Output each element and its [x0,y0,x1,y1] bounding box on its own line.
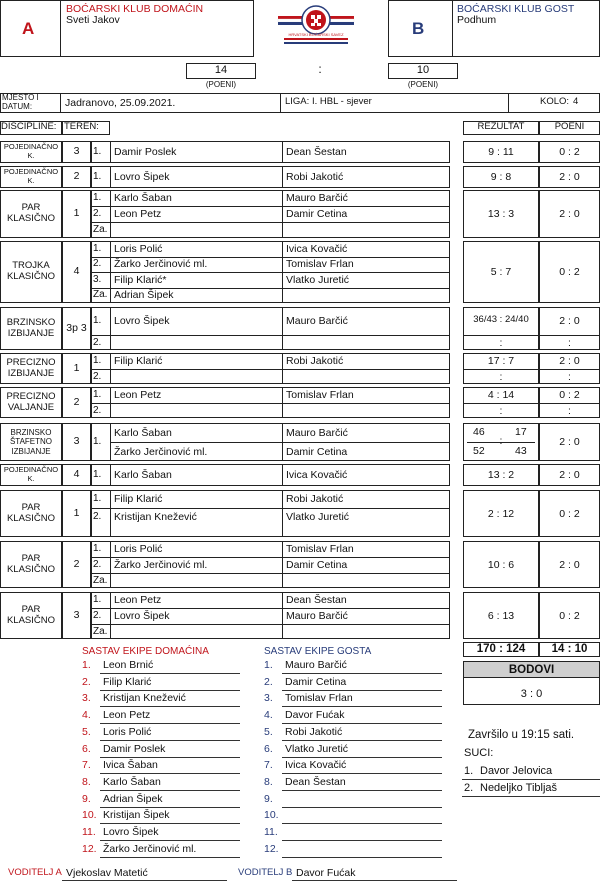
away-player: Vlatko Juretić [286,511,350,523]
home-player: Lovro Šipek [114,610,170,622]
home-roster-player: Ivica Šaban [103,759,158,772]
home-player: Adrian Šipek [114,289,174,302]
match-result: 17 : 7 [487,355,515,367]
away-team-name: Podhum [457,14,497,26]
home-roster-number: 2. [82,675,91,688]
court-value: 1 [73,361,80,374]
match-result: 13 : 3 [487,208,515,220]
home-roster-player: Žarko Jerčinović ml. [103,842,197,855]
home-roster-player: Leon Petz [103,709,151,722]
home-player: Filip Klarić* [114,273,167,286]
home-roster-player: Leon Brnić [103,659,154,671]
home-roster-number: 6. [82,742,91,755]
away-player: Dean Šestan [286,146,347,158]
match-points: : [568,336,571,349]
away-roster-number: 1. [264,659,273,671]
match-points: 2 : 0 [559,208,580,220]
home-points-label: (POENI) [205,80,237,89]
row-divider [91,573,450,574]
player-number: 2. [93,559,102,570]
home-roster-number: 3. [82,692,91,705]
home-leader-label: VODITELJ A [8,867,62,878]
away-player: Damir Cetina [286,559,348,571]
home-player: Filip Klarić [114,355,163,367]
points-separator: : [318,62,322,76]
home-roster-player: Karlo Šaban [103,775,161,788]
away-roster-player: Davor Fućak [285,709,345,722]
match-result: 6 : 13 [487,609,515,622]
away-roster-number: 10. [264,809,279,822]
match-points: : [568,370,571,383]
away-roster-player: Ivica Kovačić [285,759,347,772]
court-value: 2 [73,395,80,408]
player-number: 1. [93,389,102,400]
home-roster-number: 11. [82,826,96,838]
row-divider [91,206,450,207]
home-player: Leon Petz [114,389,162,401]
players-divider [282,141,283,163]
judges-label: SUCI: [464,747,494,759]
player-number: Za. [93,574,108,586]
row-divider [91,369,450,370]
away-roster-player: Mauro Barčić [285,659,347,671]
away-label: BOĆARSKI KLUB GOST [457,3,575,15]
home-player: Kristijan Knežević [114,511,197,523]
league-value: I. HBL - sjever [312,96,372,107]
players-divider [282,490,283,537]
away-player: Tomislav Frlan [286,258,354,271]
discipline-label: BRZINSKO ŠTAFETNO IZBIJANJE [9,428,53,456]
logo-caption: HRVATSKI BOĆARSKI SAVEZ [288,32,344,37]
discipline-label: PAR KLASIČNO [6,552,56,575]
match-points: 0 : 2 [559,609,580,622]
court-value: 4 [73,265,80,278]
judge-1: Davor Jelovica [480,765,553,777]
player-number: 1. [93,192,102,203]
away-roster-number: 12. [264,842,279,855]
players-divider [110,490,111,537]
player-number: 2. [93,370,102,382]
match-points: 0 : 2 [559,266,580,278]
away-player: Ivica Kovačić [286,242,348,255]
players-divider [282,166,283,188]
match-points: 2 : 0 [559,436,580,448]
match-points: 2 : 0 [559,469,580,481]
away-roster-player: Vlatko Juretić [285,742,349,755]
home-player: Loris Polić [114,543,163,555]
match-points: 2 : 0 [559,355,580,367]
home-player: Loris Polić [114,242,163,255]
home-roster-player: Kristijan Knežević [103,692,186,705]
round-label: KOLO: [540,96,570,107]
player-number: 3. [93,273,102,285]
player-number: Za. [93,625,108,637]
match-points: 2 : 0 [559,558,580,571]
player-number: 1. [93,242,102,254]
match-points: 2 : 0 [559,315,580,327]
away-player: Robi Jakotić [286,493,344,505]
court-value: 3 [73,145,80,158]
total-points: 14 : 10 [551,643,588,655]
home-player: Lovro Šipek [114,315,170,327]
match-points: 0 : 2 [559,507,580,520]
player-number: 1. [93,146,102,157]
away-leader-label: VODITELJ B [238,867,293,878]
home-roster-player: Lovro Šipek [103,826,159,838]
away-roster-title: SASTAV EKIPE GOSTA [264,646,372,657]
match-result: 13 : 2 [487,469,515,481]
row-divider [91,403,450,404]
finished-time: Završilo u 19:15 sati. [468,729,575,741]
court-value: 2 [73,170,80,183]
player-number: 1. [93,436,102,447]
bodovi-label: BODOVI [508,664,555,676]
home-roster-title: SASTAV EKIPE DOMAĆINA [82,646,209,657]
player-number: 2. [93,511,102,522]
player-number: 2. [93,208,102,219]
players-divider [282,592,283,639]
federation-logo [276,2,356,48]
home-roster-number: 4. [82,709,91,722]
home-player: Žarko Jerčinović ml. [114,258,208,271]
player-number: 2. [93,404,102,416]
player-number: 2. [93,610,102,621]
away-player: Dean Šestan [286,594,347,606]
discipline-label: POJEDINAČNO K. [3,465,59,483]
court-value: 1 [73,506,80,519]
home-player: Leon Petz [114,208,162,220]
away-player: Tomislav Frlan [286,389,354,401]
discipline-label: PAR KLASIČNO [6,501,56,524]
match-result: : [499,336,503,349]
players-divider [110,464,111,486]
home-letter: A [22,19,35,38]
player-number: 1. [93,171,102,182]
home-player: Karlo Šaban [114,469,172,481]
relay-result: 52 [473,445,485,457]
court-value: 1 [73,207,80,220]
away-points-label: (POENI) [407,80,439,89]
match-result: : [499,404,503,417]
away-player: Mauro Barčić [286,610,348,622]
judge-number-2: 2. [464,782,474,794]
home-player: Žarko Jerčinović ml. [114,559,208,571]
home-leader-value: Vjekoslav Matetić [66,867,148,879]
players-divider [110,141,111,163]
discipline-label: POJEDINAČNO K. [3,142,59,160]
players-divider [282,464,283,486]
away-roster-player: Dean Šestan [285,775,346,788]
match-result: 9 : 8 [490,171,512,183]
player-number: Za. [93,224,108,235]
home-player: Žarko Jerčinović ml. [114,445,208,458]
player-number: 2. [93,258,102,270]
total-result: 170 : 124 [476,643,526,655]
away-player: Robi Jakotić [286,171,344,183]
home-roster-player: Filip Klarić [103,675,152,688]
away-roster-player: Tomislav Frlan [285,692,353,705]
home-player: Damir Poslek [114,146,177,158]
discipline-label: PAR KLASIČNO [6,603,56,626]
home-roster-number: 7. [82,759,91,772]
match-result: : [499,370,503,383]
match-result: 2 : 12 [487,507,515,520]
home-player: Karlo Šaban [114,192,172,204]
away-roster-number: 6. [264,742,273,755]
player-number: 1. [93,594,102,605]
players-divider [110,592,111,639]
home-label: BOĆARSKI KLUB DOMAĆIN [66,3,204,15]
home-roster-player: Kristijan Šipek [103,809,170,822]
result-header-label: REZULTAT [477,121,525,132]
discipline-label: BRZINSKO IZBIJANJE [6,316,56,339]
player-number: 1. [93,543,102,554]
discipline-label: PRECIZNO IZBIJANJE [6,356,56,379]
players-divider [110,307,111,350]
home-player: Karlo Šaban [114,426,172,439]
discipline-label: PAR KLASIČNO [6,202,56,224]
home-roster-number: 12. [82,842,97,855]
away-letter: B [412,19,425,38]
home-roster-number: 1. [82,659,91,671]
away-player: Damir Cetina [286,208,348,220]
away-player: Robi Jakotić [286,355,344,367]
away-roster-player: Damir Cetina [285,675,347,688]
players-divider [110,190,111,238]
match-result: 4 : 14 [487,389,515,401]
place-label: MJESTO I DATUM: [2,93,39,111]
away-roster-number: 9. [264,792,273,805]
away-roster-number: 5. [264,725,273,738]
match-result: 5 : 7 [490,266,512,278]
players-divider [110,166,111,188]
home-player: Filip Klarić [114,493,163,505]
player-number: 1. [93,355,102,366]
away-leader-value: Davor Fućak [296,867,356,879]
court-value: 4 [73,468,80,481]
player-number: 1. [93,315,102,326]
match-points: : [568,404,571,417]
court-value: 3 [73,435,80,448]
away-player: Vlatko Juretić [286,273,350,286]
judge-number-1: 1. [464,765,474,777]
players-divider [110,541,111,588]
place-value: Jadranovo, 25.09.2021. [65,97,176,109]
away-player: Ivica Kovačić [286,469,348,481]
players-divider [282,190,283,238]
away-points: 10 [416,64,430,76]
row-divider [91,624,450,625]
away-player: Mauro Barčić [286,192,348,204]
away-roster-number: 2. [264,675,273,688]
discipline-label: POJEDINAČNO K. [3,167,59,185]
away-roster-number: 3. [264,692,273,705]
away-roster-number: 8. [264,775,273,788]
row-divider [91,335,450,336]
match-points: 0 : 2 [559,146,580,158]
discipline-header-label: DISCIPLINE: [1,121,57,132]
away-player: Mauro Barčić [286,426,348,439]
home-points: 14 [214,64,228,76]
court-value: 3p 3 [66,321,87,334]
home-player: Leon Petz [114,594,162,606]
home-player: Lovro Šipek [114,171,170,183]
home-roster-number: 5. [82,725,91,738]
bodovi-value: 3 : 0 [520,688,543,700]
players-divider [282,541,283,588]
match-result: 9 : 11 [488,146,514,158]
round-value: 4 [573,96,579,107]
relay-result: 43 [515,445,527,457]
discipline-label: PRECIZNO VALJANJE [6,390,56,413]
away-player: Tomislav Frlan [286,543,354,555]
away-roster-player: Robi Jakotić [285,725,343,738]
home-team-name: Sveti Jakov [66,14,120,26]
away-roster-number: 7. [264,759,273,772]
match-result: 10 : 6 [487,558,515,571]
home-roster-player: Adrian Šipek [103,792,163,805]
home-roster-number: 8. [82,775,91,788]
row-divider [91,608,450,609]
away-roster-number: 11. [264,826,278,838]
relay-result: 46 [473,426,485,438]
league-label: LIGA: [285,96,310,107]
home-roster-number: 9. [82,792,91,805]
relay-separator: : [499,435,503,447]
player-number: 1. [93,469,102,480]
away-player: Damir Cetina [286,445,348,458]
court-value: 3 [73,608,80,621]
players-divider [282,307,283,350]
match-points: 0 : 2 [559,389,580,401]
court-value: 2 [73,557,80,570]
judge-2: Nedeljko Tiblјaš [480,782,558,794]
court-header-label: TEREN: [64,121,99,132]
relay-result: 17 [515,426,527,438]
match-result: 36/43 : 24/40 [473,314,529,325]
player-number: 2. [93,336,102,348]
player-number: Za. [93,289,108,301]
row-divider [110,442,450,443]
discipline-label: TROJKA KLASIČNO [6,260,56,282]
home-roster-player: Damir Poslek [103,742,166,755]
row-divider [91,557,450,558]
row-divider [91,508,450,509]
points-header-label: POENI [554,121,585,132]
row-divider [91,222,450,223]
home-roster-player: Loris Polić [103,725,152,738]
players-cell [91,307,450,350]
away-player: Mauro Barčić [286,315,348,327]
player-number: 1. [93,493,102,504]
home-roster-number: 10. [82,809,97,822]
match-points: 2 : 0 [559,171,580,183]
away-roster-number: 4. [264,709,273,722]
